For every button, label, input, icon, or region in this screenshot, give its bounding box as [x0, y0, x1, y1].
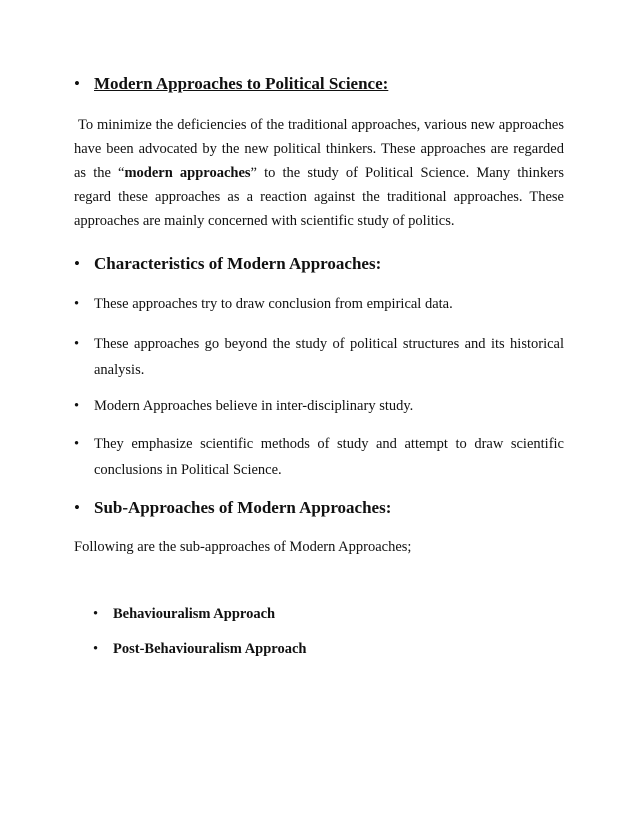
bullet-marker: • — [74, 498, 80, 517]
list-item — [93, 606, 275, 623]
bullet-marker: • — [93, 641, 99, 657]
bullet-marker: • — [74, 74, 80, 93]
list-item — [74, 331, 564, 383]
list-item-text: Behaviouralism Approach — [113, 606, 276, 622]
bullet-marker: • — [93, 606, 99, 622]
paragraph-text-part2: ” to the study of Political Science. Many thinkers regard these approaches as a reaction against the traditional approaches. These approaches are mainly concerned with scientific study of politics. — [74, 165, 564, 229]
bullet-marker: • — [74, 296, 80, 312]
list-item-text: They emphasize scientific methods of study and attempt to draw scientific conclusions in Political Science. — [94, 436, 564, 478]
list-item — [74, 291, 564, 317]
bullet-marker: • — [74, 336, 80, 352]
intro-paragraph — [74, 113, 564, 233]
heading-characteristics — [74, 254, 381, 274]
list-item-text: These approaches try to draw conclusion from empirical data. — [94, 296, 453, 312]
list-item — [74, 431, 564, 483]
paragraph-bold-term: modern approaches — [124, 165, 251, 181]
bullet-marker: • — [74, 254, 80, 273]
heading-text: Sub-Approaches of Modern Approaches: — [94, 498, 392, 517]
bullet-marker: • — [74, 436, 80, 452]
heading-text: Characteristics of Modern Approaches: — [94, 254, 382, 273]
heading-text: Modern Approaches to Political Science: — [94, 74, 389, 93]
list-item-text: Post-Behaviouralism Approach — [113, 641, 307, 657]
list-item-text: Modern Approaches believe in inter-disciplinary study. — [94, 398, 414, 414]
heading-sub-approaches — [74, 498, 391, 518]
bullet-marker: • — [74, 398, 80, 414]
list-item — [93, 641, 306, 658]
list-item-text: These approaches go beyond the study of political structures and its historical analysis. — [94, 336, 564, 378]
sub-approaches-intro: Following are the sub-approaches of Modern Approaches; — [74, 539, 412, 555]
heading-modern-approaches — [74, 74, 388, 94]
list-item — [74, 393, 564, 419]
paragraph-text-part1: To minimize the deficiencies of the traditional approaches, various new approaches have been advocated by the new political thinkers. These approaches are regarded as the “ — [74, 117, 564, 181]
